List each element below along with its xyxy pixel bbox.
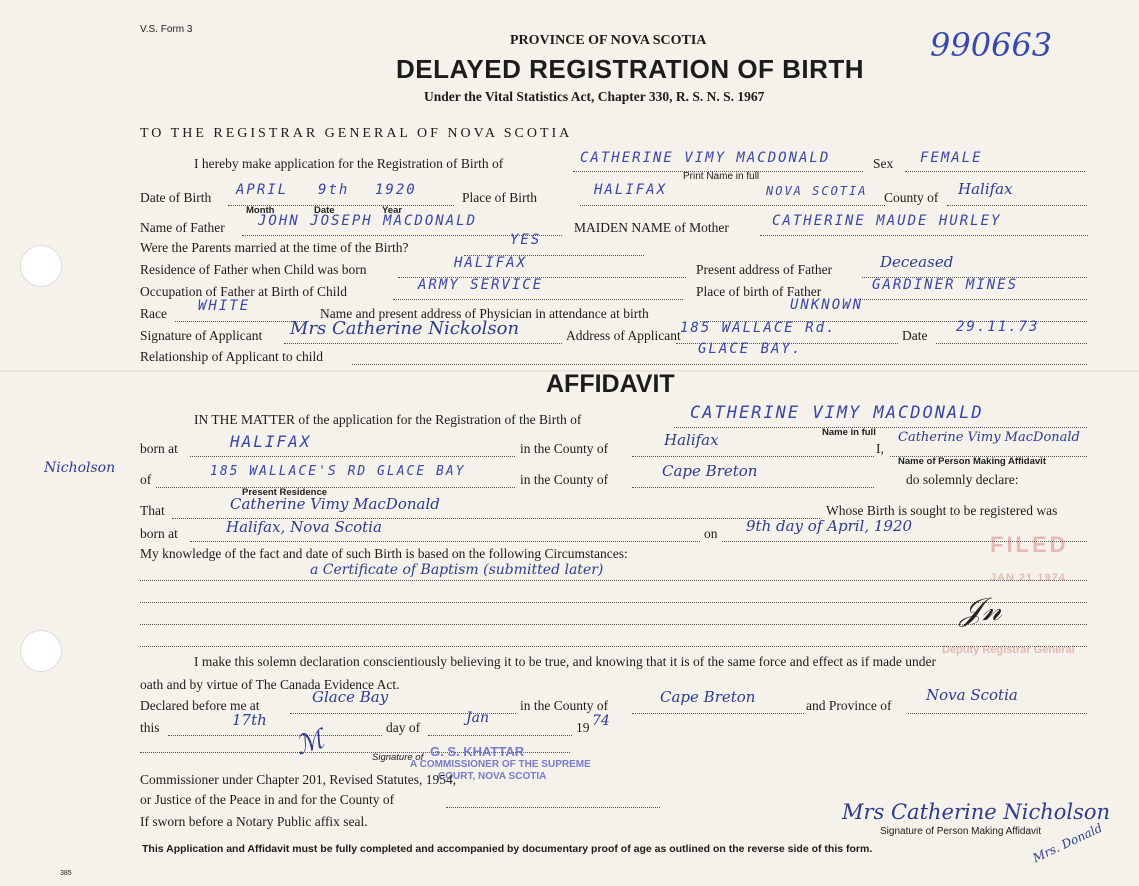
declared-label: Declared before me at — [140, 698, 260, 713]
on-date-value: 9th day of April, 1920 — [746, 517, 913, 535]
commissioner-stamp-line2: A COMMISSIONER OF THE SUPREME — [410, 759, 591, 770]
caption: Signature of — [372, 752, 424, 763]
month-value: Jan — [466, 710, 489, 726]
deponent-signature-2: Mrs. Donald — [1030, 820, 1105, 866]
that-name: Catherine Vimy MacDonald — [230, 495, 440, 513]
father-value: JOHN JOSEPH MACDONALD — [258, 213, 478, 229]
applicant-address-label: Address of Applicant — [566, 328, 681, 343]
race-value: WHITE — [198, 298, 251, 314]
dob-date: 9th — [318, 182, 350, 198]
child-name: CATHERINE VIMY MACDONALD — [580, 150, 831, 166]
county-value: Cape Breton — [662, 462, 758, 480]
registrar-signature: 𝒥𝓃 — [960, 590, 1002, 628]
physician-value: UNKNOWN — [790, 297, 864, 313]
dob-label: Date of Birth — [140, 190, 212, 205]
dob-month: APRIL — [236, 182, 289, 198]
mother-label: MAIDEN NAME of Mother — [574, 220, 729, 235]
deponent-signature: Mrs Catherine Nicholson — [842, 800, 1111, 824]
born-at-value: HALIFAX — [230, 432, 312, 451]
matter-label: IN THE MATTER of the application for the Registration of the Birth of — [194, 412, 582, 427]
caption: Name in full — [822, 427, 876, 438]
margin-note: Nicholson — [44, 460, 116, 476]
this-label: this — [140, 720, 160, 735]
sex-label: Sex — [873, 156, 894, 171]
physician-label: Name and present address of Physician in attendance at birth — [320, 306, 649, 321]
sex-value: FEMALE — [920, 150, 983, 166]
occupation-label: Occupation of Father at Birth of Child — [140, 284, 347, 299]
province-label: and Province of — [806, 698, 892, 713]
applicant-signature-label: Signature of Applicant — [140, 328, 263, 343]
caption: Present Residence — [242, 487, 328, 498]
year-prefix: 19 — [576, 720, 590, 735]
affidavit-child-name: CATHERINE VIMY MACDONALD — [690, 403, 984, 423]
applicant-address: 185 WALLACE Rd. — [680, 320, 837, 336]
that-label: That — [140, 503, 165, 518]
born-at-label: born at — [140, 526, 178, 541]
commissioner-signature: ℳ — [292, 724, 328, 762]
footer-note: This Application and Affidavit must be fully completed and accompanied by documentary proof of age as outlined on the reverse side of this form. — [142, 843, 873, 855]
registrar-line: TO THE REGISTRAR GENERAL OF NOVA SCOTIA — [140, 126, 573, 141]
father-label: Name of Father — [140, 220, 225, 235]
residence-label: Residence of Father when Child was born — [140, 262, 367, 277]
deputy-stamp: Deputy Registrar General — [942, 644, 1075, 656]
residence-value: HALIFAX — [454, 255, 528, 271]
province-heading: PROVINCE OF NOVA SCOTIA — [510, 33, 707, 48]
declared-at-value: Glace Bay — [312, 688, 389, 706]
deponent-name: Catherine Vimy MacDonald — [898, 430, 1080, 445]
present-father-value: Deceased — [880, 253, 954, 271]
commissioner-stamp-line3: COURT, NOVA SCOTIA — [438, 771, 547, 782]
relationship-label: Relationship of Applicant to child — [140, 349, 323, 364]
intro-text: I hereby make application for the Registration of Birth of — [194, 156, 504, 171]
commissioner-stamp-name: G. S. KHATTAR — [430, 744, 525, 759]
registration-number: 990663 — [930, 26, 1053, 64]
form-code: V.S. Form 3 — [140, 24, 193, 35]
county-value: Halifax — [664, 431, 719, 449]
affidavit-heading: AFFIDAVIT — [546, 370, 675, 398]
act-subtitle: Under the Vital Statistics Act, Chapter 330, R. S. N. S. 1967 — [424, 89, 765, 104]
on-label: on — [704, 526, 718, 541]
caption: Name of Person Making Affidavit — [898, 456, 1046, 467]
punch-hole — [20, 630, 62, 672]
whose-birth-text: Whose Birth is sought to be registered was — [826, 503, 1058, 518]
province-value: NOVA SCOTIA — [766, 184, 868, 198]
caption: Print Name in full — [683, 171, 760, 182]
occupation-value: ARMY SERVICE — [418, 277, 544, 293]
filed-date-stamp: JAN 21 1974 — [990, 572, 1066, 584]
place-value: HALIFAX — [594, 182, 668, 198]
caption: Month — [246, 205, 275, 216]
in-county-label: in the County of — [520, 472, 609, 487]
father-birthplace-value: GARDINER MINES — [872, 277, 1019, 293]
applicant-address-line2: GLACE BAY. — [698, 341, 803, 357]
notary-text: If sworn before a Notary Public affix seal. — [140, 814, 368, 829]
solemn-declaration: I make this solemn declaration conscientiously believing it to be true, and knowing that it is of the same force and effect as if made under — [194, 654, 937, 669]
province-value: Nova Scotia — [926, 686, 1018, 704]
solemn-declaration-2: oath and by virtue of The Canada Evidence Act. — [140, 677, 400, 692]
day-value: 17th — [232, 711, 267, 729]
applicant-signature: Mrs Catherine Nickolson — [290, 318, 520, 339]
declare-text: do solemnly declare: — [906, 472, 1019, 487]
mother-value: CATHERINE MAUDE HURLEY — [772, 213, 1002, 229]
married-value: YES — [510, 232, 542, 248]
in-county-label: in the County of — [520, 698, 609, 713]
dob-year: 1920 — [375, 182, 417, 198]
date-label: Date — [902, 328, 928, 343]
date-value: 29.11.73 — [956, 319, 1040, 335]
caption: Date — [314, 205, 335, 216]
race-label: Race — [140, 306, 167, 321]
county-label: County of — [884, 190, 939, 205]
i-label: I, — [876, 441, 884, 456]
knowledge-text: My knowledge of the fact and date of such Birth is based on the following Circumstances: — [140, 546, 628, 561]
circumstances-value: a Certificate of Baptism (submitted later) — [310, 562, 604, 578]
married-label: Were the Parents married at the time of the Birth? — [140, 240, 409, 255]
year-value: 74 — [592, 713, 610, 729]
justice-text: or Justice of the Peace in and for the County of — [140, 792, 395, 807]
county-value: Halifax — [958, 180, 1013, 198]
in-county-label: in the County of — [520, 441, 609, 456]
print-code: 385 — [60, 870, 72, 877]
county-value: Cape Breton — [660, 688, 756, 706]
commissioner-text: Commissioner under Chapter 201, Revised Statutes, 1954, — [140, 772, 457, 787]
page-title: DELAYED REGISTRATION OF BIRTH — [396, 54, 865, 84]
of-label: of — [140, 472, 152, 487]
filed-stamp: FILED — [990, 532, 1069, 557]
present-father-label: Present address of Father — [696, 262, 833, 277]
caption: Signature of Person Making Affidavit — [880, 826, 1042, 837]
born-at-label: born at — [140, 441, 178, 456]
day-of-label: day of — [386, 720, 421, 735]
punch-hole — [20, 245, 62, 287]
caption: Year — [382, 205, 403, 216]
deponent-residence: 185 WALLACE'S RD GLACE BAY — [210, 464, 466, 479]
place-label: Place of Birth — [462, 190, 537, 205]
born-at-value: Halifax, Nova Scotia — [226, 518, 382, 536]
father-birthplace-label: Place of birth of Father — [696, 284, 822, 299]
